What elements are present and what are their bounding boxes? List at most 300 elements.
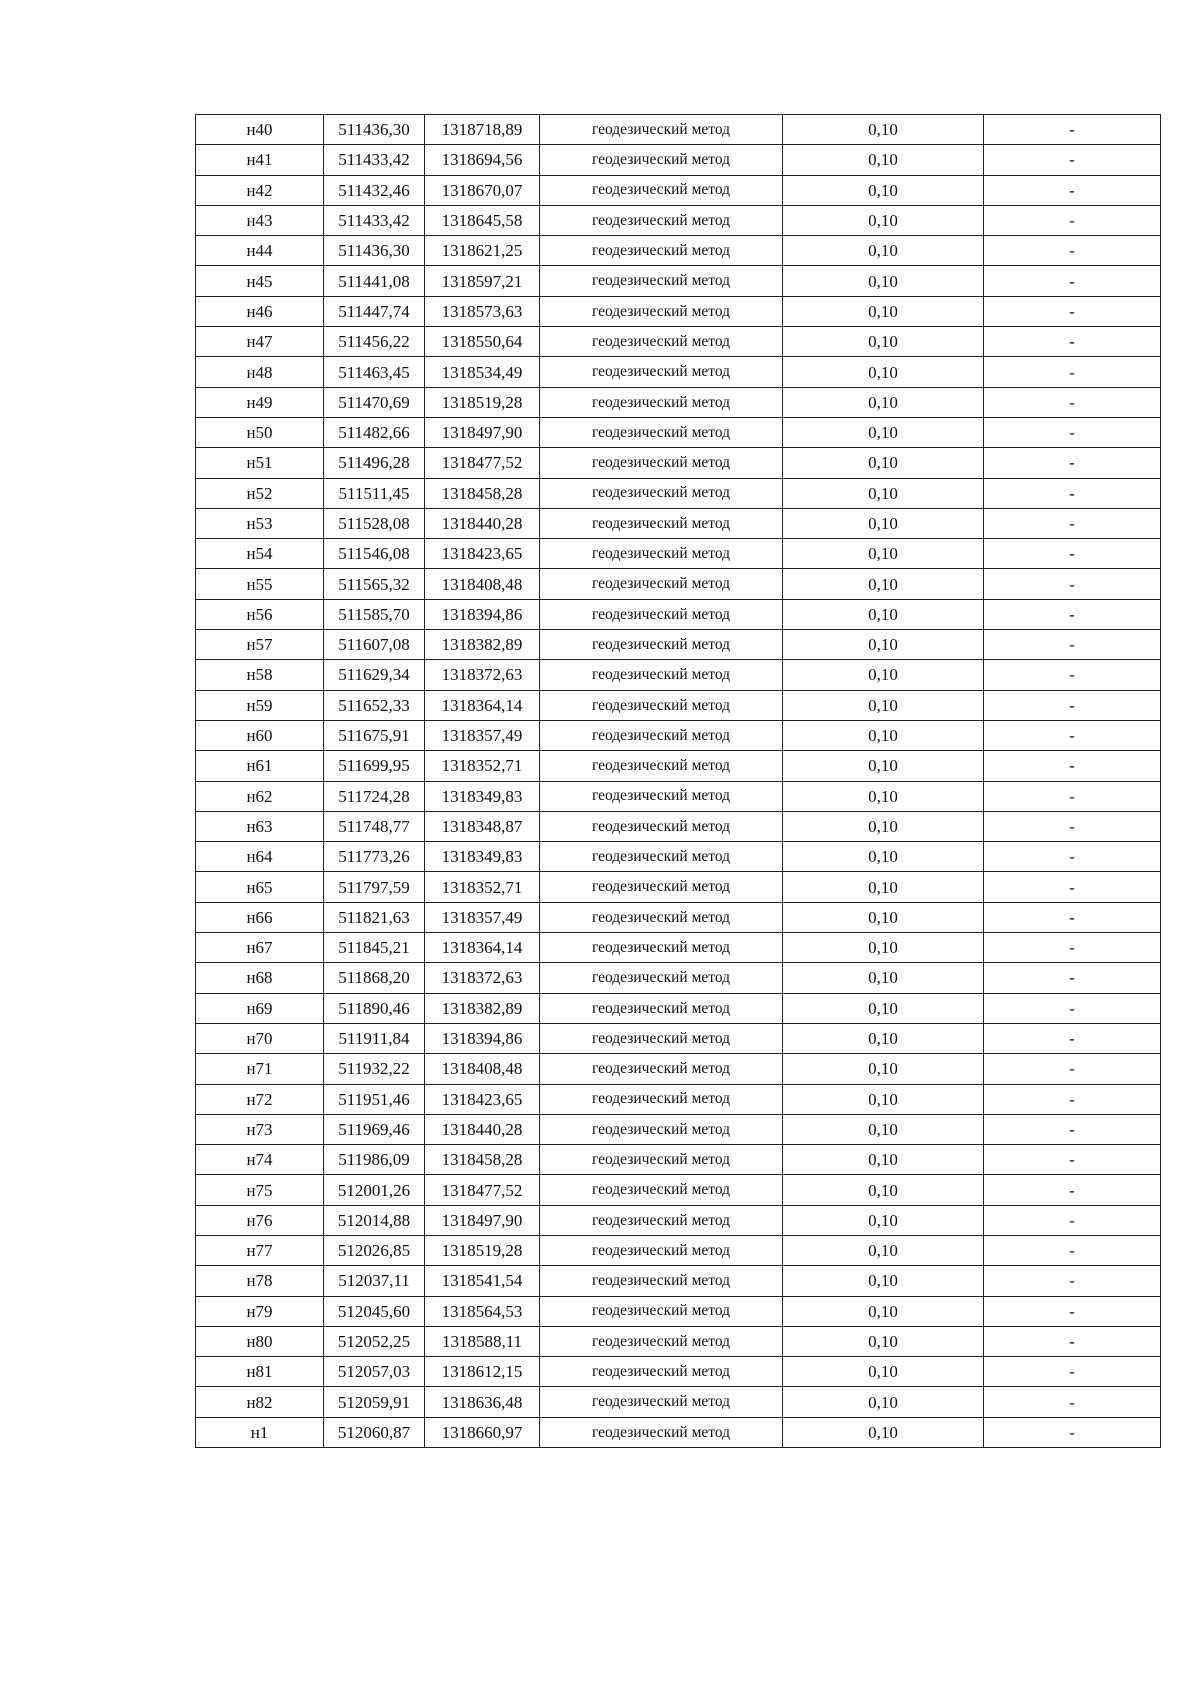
note-cell: -: [984, 115, 1161, 145]
precision-cell: 0,10: [783, 266, 984, 296]
precision-cell: 0,10: [783, 508, 984, 538]
y-coordinate-cell: 1318423,65: [425, 539, 540, 569]
point-name-cell: н46: [196, 296, 324, 326]
x-coordinate-cell: 511432,46: [324, 175, 425, 205]
precision-cell: 0,10: [783, 205, 984, 235]
point-name-cell: н62: [196, 781, 324, 811]
y-coordinate-cell: 1318372,63: [425, 963, 540, 993]
x-coordinate-cell: 511607,08: [324, 630, 425, 660]
x-coordinate-cell: 511932,22: [324, 1054, 425, 1084]
note-cell: -: [984, 1145, 1161, 1175]
method-cell: геодезический метод: [540, 327, 783, 357]
x-coordinate-cell: 511911,84: [324, 1023, 425, 1053]
precision-cell: 0,10: [783, 811, 984, 841]
precision-cell: 0,10: [783, 1357, 984, 1387]
y-coordinate-cell: 1318394,86: [425, 599, 540, 629]
table-row: [196, 993, 1161, 1023]
table-row: [196, 933, 1161, 963]
x-coordinate-cell: 511629,34: [324, 660, 425, 690]
precision-cell: 0,10: [783, 478, 984, 508]
y-coordinate-cell: 1318349,83: [425, 781, 540, 811]
table-row: [196, 1205, 1161, 1235]
table-row: [196, 448, 1161, 478]
point-name-cell: н41: [196, 145, 324, 175]
table-row: [196, 508, 1161, 538]
method-cell: геодезический метод: [540, 145, 783, 175]
method-cell: геодезический метод: [540, 1266, 783, 1296]
y-coordinate-cell: 1318423,65: [425, 1084, 540, 1114]
method-cell: геодезический метод: [540, 569, 783, 599]
precision-cell: 0,10: [783, 539, 984, 569]
point-name-cell: н78: [196, 1266, 324, 1296]
table-row: [196, 630, 1161, 660]
point-name-cell: н76: [196, 1205, 324, 1235]
method-cell: геодезический метод: [540, 1145, 783, 1175]
point-name-cell: н56: [196, 599, 324, 629]
note-cell: -: [984, 933, 1161, 963]
table-row: [196, 720, 1161, 750]
table-row: [196, 145, 1161, 175]
x-coordinate-cell: 512059,91: [324, 1387, 425, 1417]
method-cell: геодезический метод: [540, 1175, 783, 1205]
table-row: [196, 539, 1161, 569]
note-cell: -: [984, 266, 1161, 296]
x-coordinate-cell: 511436,30: [324, 236, 425, 266]
y-coordinate-cell: 1318694,56: [425, 145, 540, 175]
table-row: [196, 417, 1161, 447]
method-cell: геодезический метод: [540, 660, 783, 690]
x-coordinate-cell: 512060,87: [324, 1417, 425, 1447]
note-cell: -: [984, 1235, 1161, 1265]
method-cell: геодезический метод: [540, 1357, 783, 1387]
point-name-cell: н49: [196, 387, 324, 417]
y-coordinate-cell: 1318497,90: [425, 417, 540, 447]
y-coordinate-cell: 1318458,28: [425, 1145, 540, 1175]
y-coordinate-cell: 1318408,48: [425, 569, 540, 599]
y-coordinate-cell: 1318440,28: [425, 1114, 540, 1144]
method-cell: геодезический метод: [540, 508, 783, 538]
precision-cell: 0,10: [783, 933, 984, 963]
y-coordinate-cell: 1318357,49: [425, 720, 540, 750]
method-cell: геодезический метод: [540, 1114, 783, 1144]
table-row: [196, 872, 1161, 902]
point-name-cell: н52: [196, 478, 324, 508]
precision-cell: 0,10: [783, 417, 984, 447]
method-cell: геодезический метод: [540, 1417, 783, 1447]
table-row: [196, 569, 1161, 599]
precision-cell: 0,10: [783, 690, 984, 720]
precision-cell: 0,10: [783, 296, 984, 326]
precision-cell: 0,10: [783, 1084, 984, 1114]
table-row: [196, 660, 1161, 690]
precision-cell: 0,10: [783, 236, 984, 266]
method-cell: геодезический метод: [540, 357, 783, 387]
precision-cell: 0,10: [783, 1054, 984, 1084]
note-cell: -: [984, 1266, 1161, 1296]
precision-cell: 0,10: [783, 720, 984, 750]
method-cell: геодезический метод: [540, 1296, 783, 1326]
precision-cell: 0,10: [783, 1205, 984, 1235]
note-cell: -: [984, 842, 1161, 872]
y-coordinate-cell: 1318348,87: [425, 811, 540, 841]
note-cell: -: [984, 539, 1161, 569]
method-cell: геодезический метод: [540, 478, 783, 508]
x-coordinate-cell: 511748,77: [324, 811, 425, 841]
note-cell: -: [984, 327, 1161, 357]
x-coordinate-cell: 512001,26: [324, 1175, 425, 1205]
x-coordinate-cell: 512052,25: [324, 1326, 425, 1356]
table-row: [196, 599, 1161, 629]
table-row: [196, 1266, 1161, 1296]
note-cell: -: [984, 1387, 1161, 1417]
point-name-cell: н63: [196, 811, 324, 841]
x-coordinate-cell: 512037,11: [324, 1266, 425, 1296]
y-coordinate-cell: 1318636,48: [425, 1387, 540, 1417]
precision-cell: 0,10: [783, 448, 984, 478]
y-coordinate-cell: 1318670,07: [425, 175, 540, 205]
method-cell: геодезический метод: [540, 751, 783, 781]
table-row: [196, 266, 1161, 296]
note-cell: -: [984, 993, 1161, 1023]
point-name-cell: н77: [196, 1235, 324, 1265]
method-cell: геодезический метод: [540, 175, 783, 205]
precision-cell: 0,10: [783, 660, 984, 690]
note-cell: -: [984, 690, 1161, 720]
x-coordinate-cell: 511821,63: [324, 902, 425, 932]
method-cell: геодезический метод: [540, 1084, 783, 1114]
precision-cell: 0,10: [783, 145, 984, 175]
note-cell: -: [984, 357, 1161, 387]
point-name-cell: н70: [196, 1023, 324, 1053]
table-row: [196, 205, 1161, 235]
precision-cell: 0,10: [783, 1023, 984, 1053]
y-coordinate-cell: 1318394,86: [425, 1023, 540, 1053]
note-cell: -: [984, 417, 1161, 447]
point-name-cell: н74: [196, 1145, 324, 1175]
table-row: [196, 357, 1161, 387]
note-cell: -: [984, 872, 1161, 902]
x-coordinate-cell: 511652,33: [324, 690, 425, 720]
note-cell: -: [984, 811, 1161, 841]
precision-cell: 0,10: [783, 1417, 984, 1447]
table-row: [196, 478, 1161, 508]
table-row: [196, 115, 1161, 145]
y-coordinate-cell: 1318382,89: [425, 630, 540, 660]
precision-cell: 0,10: [783, 1296, 984, 1326]
table-row: [196, 1114, 1161, 1144]
y-coordinate-cell: 1318364,14: [425, 933, 540, 963]
method-cell: геодезический метод: [540, 811, 783, 841]
x-coordinate-cell: 511447,74: [324, 296, 425, 326]
point-name-cell: н48: [196, 357, 324, 387]
table-row: [196, 1084, 1161, 1114]
point-name-cell: н44: [196, 236, 324, 266]
x-coordinate-cell: 511845,21: [324, 933, 425, 963]
y-coordinate-cell: 1318573,63: [425, 296, 540, 326]
y-coordinate-cell: 1318550,64: [425, 327, 540, 357]
x-coordinate-cell: 511675,91: [324, 720, 425, 750]
table-row: [196, 1417, 1161, 1447]
precision-cell: 0,10: [783, 1145, 984, 1175]
method-cell: геодезический метод: [540, 781, 783, 811]
x-coordinate-cell: 511868,20: [324, 963, 425, 993]
x-coordinate-cell: 511969,46: [324, 1114, 425, 1144]
point-name-cell: н73: [196, 1114, 324, 1144]
note-cell: -: [984, 508, 1161, 538]
y-coordinate-cell: 1318352,71: [425, 751, 540, 781]
point-name-cell: н71: [196, 1054, 324, 1084]
x-coordinate-cell: 511773,26: [324, 842, 425, 872]
point-name-cell: н53: [196, 508, 324, 538]
note-cell: -: [984, 1175, 1161, 1205]
table-row: [196, 1145, 1161, 1175]
point-name-cell: н54: [196, 539, 324, 569]
precision-cell: 0,10: [783, 751, 984, 781]
x-coordinate-cell: 511496,28: [324, 448, 425, 478]
x-coordinate-cell: 511797,59: [324, 872, 425, 902]
point-name-cell: н47: [196, 327, 324, 357]
x-coordinate-cell: 511546,08: [324, 539, 425, 569]
precision-cell: 0,10: [783, 963, 984, 993]
y-coordinate-cell: 1318519,28: [425, 387, 540, 417]
precision-cell: 0,10: [783, 599, 984, 629]
x-coordinate-cell: 511585,70: [324, 599, 425, 629]
precision-cell: 0,10: [783, 1114, 984, 1144]
point-name-cell: н65: [196, 872, 324, 902]
note-cell: -: [984, 963, 1161, 993]
y-coordinate-cell: 1318597,21: [425, 266, 540, 296]
method-cell: геодезический метод: [540, 417, 783, 447]
y-coordinate-cell: 1318612,15: [425, 1357, 540, 1387]
table-row: [196, 902, 1161, 932]
precision-cell: 0,10: [783, 630, 984, 660]
table-row: [196, 751, 1161, 781]
method-cell: геодезический метод: [540, 448, 783, 478]
point-name-cell: н69: [196, 993, 324, 1023]
method-cell: геодезический метод: [540, 236, 783, 266]
x-coordinate-cell: 511463,45: [324, 357, 425, 387]
y-coordinate-cell: 1318477,52: [425, 1175, 540, 1205]
note-cell: -: [984, 660, 1161, 690]
x-coordinate-cell: 511482,66: [324, 417, 425, 447]
y-coordinate-cell: 1318357,49: [425, 902, 540, 932]
point-name-cell: н1: [196, 1417, 324, 1447]
y-coordinate-cell: 1318364,14: [425, 690, 540, 720]
method-cell: геодезический метод: [540, 1205, 783, 1235]
note-cell: -: [984, 599, 1161, 629]
method-cell: геодезический метод: [540, 1023, 783, 1053]
precision-cell: 0,10: [783, 327, 984, 357]
point-name-cell: н43: [196, 205, 324, 235]
point-name-cell: н79: [196, 1296, 324, 1326]
method-cell: геодезический метод: [540, 1054, 783, 1084]
precision-cell: 0,10: [783, 1175, 984, 1205]
precision-cell: 0,10: [783, 115, 984, 145]
x-coordinate-cell: 511528,08: [324, 508, 425, 538]
point-name-cell: н82: [196, 1387, 324, 1417]
note-cell: -: [984, 296, 1161, 326]
y-coordinate-cell: 1318349,83: [425, 842, 540, 872]
method-cell: геодезический метод: [540, 902, 783, 932]
method-cell: геодезический метод: [540, 1387, 783, 1417]
y-coordinate-cell: 1318352,71: [425, 872, 540, 902]
table-row: [196, 781, 1161, 811]
precision-cell: 0,10: [783, 1387, 984, 1417]
note-cell: -: [984, 205, 1161, 235]
method-cell: геодезический метод: [540, 720, 783, 750]
table-row: [196, 387, 1161, 417]
method-cell: геодезический метод: [540, 115, 783, 145]
note-cell: -: [984, 630, 1161, 660]
point-name-cell: н51: [196, 448, 324, 478]
y-coordinate-cell: 1318621,25: [425, 236, 540, 266]
precision-cell: 0,10: [783, 1326, 984, 1356]
method-cell: геодезический метод: [540, 387, 783, 417]
x-coordinate-cell: 512026,85: [324, 1235, 425, 1265]
x-coordinate-cell: 511951,46: [324, 1084, 425, 1114]
point-name-cell: н61: [196, 751, 324, 781]
x-coordinate-cell: 511724,28: [324, 781, 425, 811]
x-coordinate-cell: 511456,22: [324, 327, 425, 357]
method-cell: геодезический метод: [540, 539, 783, 569]
table-row: [196, 327, 1161, 357]
table-row: [196, 1296, 1161, 1326]
method-cell: геодезический метод: [540, 933, 783, 963]
note-cell: -: [984, 1054, 1161, 1084]
precision-cell: 0,10: [783, 175, 984, 205]
y-coordinate-cell: 1318372,63: [425, 660, 540, 690]
method-cell: геодезический метод: [540, 205, 783, 235]
precision-cell: 0,10: [783, 569, 984, 599]
method-cell: геодезический метод: [540, 1326, 783, 1356]
method-cell: геодезический метод: [540, 630, 783, 660]
table-row: [196, 1235, 1161, 1265]
method-cell: геодезический метод: [540, 690, 783, 720]
y-coordinate-cell: 1318408,48: [425, 1054, 540, 1084]
x-coordinate-cell: 512014,88: [324, 1205, 425, 1235]
point-name-cell: н64: [196, 842, 324, 872]
x-coordinate-cell: 511699,95: [324, 751, 425, 781]
note-cell: -: [984, 145, 1161, 175]
point-name-cell: н68: [196, 963, 324, 993]
precision-cell: 0,10: [783, 1235, 984, 1265]
x-coordinate-cell: 511511,45: [324, 478, 425, 508]
point-name-cell: н40: [196, 115, 324, 145]
note-cell: -: [984, 1205, 1161, 1235]
y-coordinate-cell: 1318477,52: [425, 448, 540, 478]
point-name-cell: н58: [196, 660, 324, 690]
table-row: [196, 1387, 1161, 1417]
x-coordinate-cell: 511986,09: [324, 1145, 425, 1175]
point-name-cell: н45: [196, 266, 324, 296]
method-cell: геодезический метод: [540, 842, 783, 872]
x-coordinate-cell: 512057,03: [324, 1357, 425, 1387]
point-name-cell: н75: [196, 1175, 324, 1205]
y-coordinate-cell: 1318718,89: [425, 115, 540, 145]
x-coordinate-cell: 511470,69: [324, 387, 425, 417]
note-cell: -: [984, 1084, 1161, 1114]
method-cell: геодезический метод: [540, 872, 783, 902]
y-coordinate-cell: 1318534,49: [425, 357, 540, 387]
note-cell: -: [984, 236, 1161, 266]
y-coordinate-cell: 1318660,97: [425, 1417, 540, 1447]
point-name-cell: н81: [196, 1357, 324, 1387]
point-name-cell: н80: [196, 1326, 324, 1356]
precision-cell: 0,10: [783, 387, 984, 417]
note-cell: -: [984, 751, 1161, 781]
note-cell: -: [984, 720, 1161, 750]
method-cell: геодезический метод: [540, 599, 783, 629]
table-row: [196, 1175, 1161, 1205]
coordinates-table-body: [196, 115, 1161, 1448]
y-coordinate-cell: 1318541,54: [425, 1266, 540, 1296]
point-name-cell: н72: [196, 1084, 324, 1114]
note-cell: -: [984, 1326, 1161, 1356]
note-cell: -: [984, 387, 1161, 417]
x-coordinate-cell: 511433,42: [324, 145, 425, 175]
coordinates-table: [195, 114, 1161, 1448]
point-name-cell: н66: [196, 902, 324, 932]
note-cell: -: [984, 478, 1161, 508]
y-coordinate-cell: 1318645,58: [425, 205, 540, 235]
table-row: [196, 296, 1161, 326]
point-name-cell: н59: [196, 690, 324, 720]
table-row: [196, 842, 1161, 872]
method-cell: геодезический метод: [540, 993, 783, 1023]
method-cell: геодезический метод: [540, 963, 783, 993]
x-coordinate-cell: 511436,30: [324, 115, 425, 145]
precision-cell: 0,10: [783, 872, 984, 902]
precision-cell: 0,10: [783, 357, 984, 387]
note-cell: -: [984, 175, 1161, 205]
note-cell: -: [984, 781, 1161, 811]
point-name-cell: н60: [196, 720, 324, 750]
precision-cell: 0,10: [783, 842, 984, 872]
x-coordinate-cell: 512045,60: [324, 1296, 425, 1326]
x-coordinate-cell: 511433,42: [324, 205, 425, 235]
y-coordinate-cell: 1318564,53: [425, 1296, 540, 1326]
x-coordinate-cell: 511890,46: [324, 993, 425, 1023]
method-cell: геодезический метод: [540, 266, 783, 296]
table-row: [196, 175, 1161, 205]
table-row: [196, 1326, 1161, 1356]
table-row: [196, 1357, 1161, 1387]
point-name-cell: н42: [196, 175, 324, 205]
table-row: [196, 1023, 1161, 1053]
y-coordinate-cell: 1318588,11: [425, 1326, 540, 1356]
precision-cell: 0,10: [783, 781, 984, 811]
y-coordinate-cell: 1318458,28: [425, 478, 540, 508]
point-name-cell: н55: [196, 569, 324, 599]
note-cell: -: [984, 448, 1161, 478]
method-cell: геодезический метод: [540, 1235, 783, 1265]
table-row: [196, 1054, 1161, 1084]
table-row: [196, 236, 1161, 266]
y-coordinate-cell: 1318382,89: [425, 993, 540, 1023]
x-coordinate-cell: 511565,32: [324, 569, 425, 599]
note-cell: -: [984, 569, 1161, 599]
y-coordinate-cell: 1318440,28: [425, 508, 540, 538]
note-cell: -: [984, 1114, 1161, 1144]
note-cell: -: [984, 1357, 1161, 1387]
point-name-cell: н57: [196, 630, 324, 660]
precision-cell: 0,10: [783, 1266, 984, 1296]
point-name-cell: н50: [196, 417, 324, 447]
precision-cell: 0,10: [783, 993, 984, 1023]
note-cell: -: [984, 1296, 1161, 1326]
note-cell: -: [984, 1417, 1161, 1447]
y-coordinate-cell: 1318519,28: [425, 1235, 540, 1265]
